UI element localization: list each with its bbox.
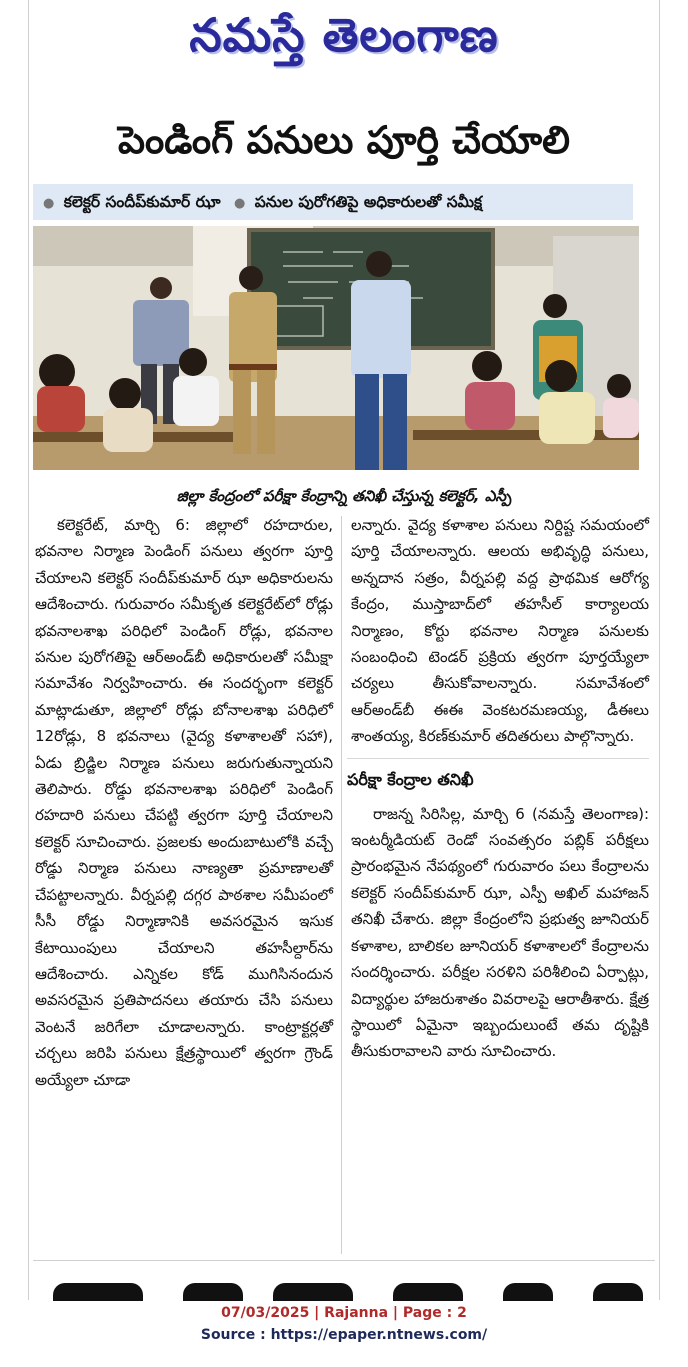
footer-date-edition: 07/03/2025 | Rajanna | Page : 2 bbox=[221, 1305, 467, 1321]
article-column-left bbox=[35, 512, 333, 1093]
footer-source-link[interactable]: Source : https://epaper.ntnews.com/ bbox=[200, 1327, 488, 1343]
photo-caption: జిల్లా కేంద్రంలో పరీక్షా కేంద్రాన్ని తనిఖీ చేస్తున్న కలెక్టర్, ఎస్పీ bbox=[176, 487, 512, 505]
deck-item: కలెక్టర్ సందీప్‌కుమార్ ఝా bbox=[63, 193, 221, 211]
bullet-icon: ● bbox=[43, 196, 55, 211]
news-photo bbox=[33, 226, 639, 470]
article-column-right bbox=[347, 512, 649, 1065]
article-paragraph: రాజన్న సిరిసిల్ల, మార్చి 6 (నమస్తే తెలంగాణ): ఇంటర్మీడియట్ రెండో సంవత్సరం పబ్లిక్ పరీక్షలు ప్రారంభమైన నేపథ్యంలో గురువారం పలు కేంద్రాలను కలెక్టర్ సందీప్‌కుమార్ ఝా, ఎస్పీ అఖిల్ మహాజన్ తనిఖీ చేశారు. జిల్లా కేంద్రంలోని ప్రభుత్వ జూనియర్ కళాశాల, బాలికల జూనియర్ కళాశాలలో కేంద్రాలను సందర్శించారు. పరీక్షల సరళిని పరిశీలించి ఏర్పాట్లు, విద్యార్థుల హాజరుశాతం వివరాలపై ఆరాతీశారు. క్షేత్ర స్థాయిలో ఏమైనా ఇబ్బందులుంటే తమ దృష్టికి తీసుకురావాలని వారు సూచించారు. bbox=[351, 804, 649, 1061]
deck-item: పనుల పురోగతిపై అధికారులతో సమీక్ష bbox=[254, 193, 483, 211]
next-article-fragment bbox=[33, 1260, 655, 1301]
deck-line bbox=[33, 184, 633, 220]
masthead-logo: నమస్తే తెలంగాణ bbox=[189, 8, 499, 62]
article-paragraph: లన్నారు. వైద్య కళాశాల పనులు నిర్దిష్ట సమయంలో పూర్తి చేయాలన్నారు. ఆలయ అభివృద్ధి పనులు, అన్నదాన సత్రం, వీర్నపల్లి వద్ద ప్రాథమిక ఆరోగ్య కేంద్రం, ముస్తాబాద్‌లో తహసీల్ కార్యాలయ నిర్మాణం, కోర్టు భవనాల నిర్మాణ పనులకు సంబంధించి టెండర్ ప్రక్రియ త్వరగా పూర్తయ్యేలా చర్యలు తీసుకోవాలన్నారు. సమావేశంలో ఆర్‌అండ్‌బీ ఈఈ వెంకటరమణయ్య, డీఈలు శాంతయ్య, కిరణ్‌కుమార్ తదితరులు పాల్గొన్నారు. bbox=[351, 516, 649, 746]
newspaper-clipping bbox=[28, 0, 660, 1300]
subheading: పరీక్షా కేంద్రాల తనిఖీ bbox=[347, 758, 649, 795]
headline: పెండింగ్ పనులు పూర్తి చేయాలి bbox=[118, 118, 570, 162]
article-paragraph: కలెక్టరేట్, మార్చి 6: జిల్లాలో రహదారుల, భవనాల నిర్మాణ పెండింగ్ పనులు త్వరగా పూర్తి చేయాలని కలెక్టర్ సందీప్‌కుమార్ ఝా అధికారులను ఆదేశించారు. గురువారం సమీకృత కలెక్టరేట్‌లో రోడ్లు భవనాలశాఖ పరిధిలో పెండింగ్ రోడ్లు, భవనాల పనుల పురోగతిపై ఆర్‌అండ్‌బీ అధికారులతో సమీక్షా సమావేశం నిర్వహించారు. ఈ సందర్భంగా కలెక్టర్ మాట్లాడుతూ, జిల్లాలో రోడ్లు బోనాలశాఖ పరిధిలో 12రోడ్లు, 8 భవనాలు (వైద్య కళాశాలతో సహా), ఏడు బ్రిడ్జిల నిర్మాణ పనులు జరుగుతున్నాయని తెలిపారు. రోడ్డు భవనాలశాఖ పరిధిలో పెండింగ్ రహదారి పనులు చేపట్టి త్వరగా పూర్తి చేయాలని కలెక్టర్ సూచించారు. ప్రజలకు అందుబాటులోకి వచ్చే రోడ్డు నిర్మాణ పనులు నాణ్యతా ప్రమాణాలతో చేపట్టాలన్నారు. వీర్నపల్లి దగ్గర పాఠశాల సమీపంలో సీసీ రోడ్డు నిర్మాణానికి అవసరమైన ఇసుక కేటాయింపులు చేయాలని తహసీల్దార్‌ను ఆదేశించారు. ఎన్నికల కోడ్ ముగిసినందున అవసరమైన ప్రతిపాదనలు తయారు చేసి పనులు వెంటనే జరిగేలా చూడాలన్నారు. కాంట్రాక్టర్లతో చర్చలు జరిపి పనులు క్షేత్రస్థాయిలో త్వరగా గ్రౌండ్ అయ్యేలా చూడా bbox=[35, 516, 333, 1089]
bullet-icon: ● bbox=[233, 196, 246, 211]
classroom-photo bbox=[33, 226, 639, 470]
column-divider bbox=[341, 516, 342, 1254]
